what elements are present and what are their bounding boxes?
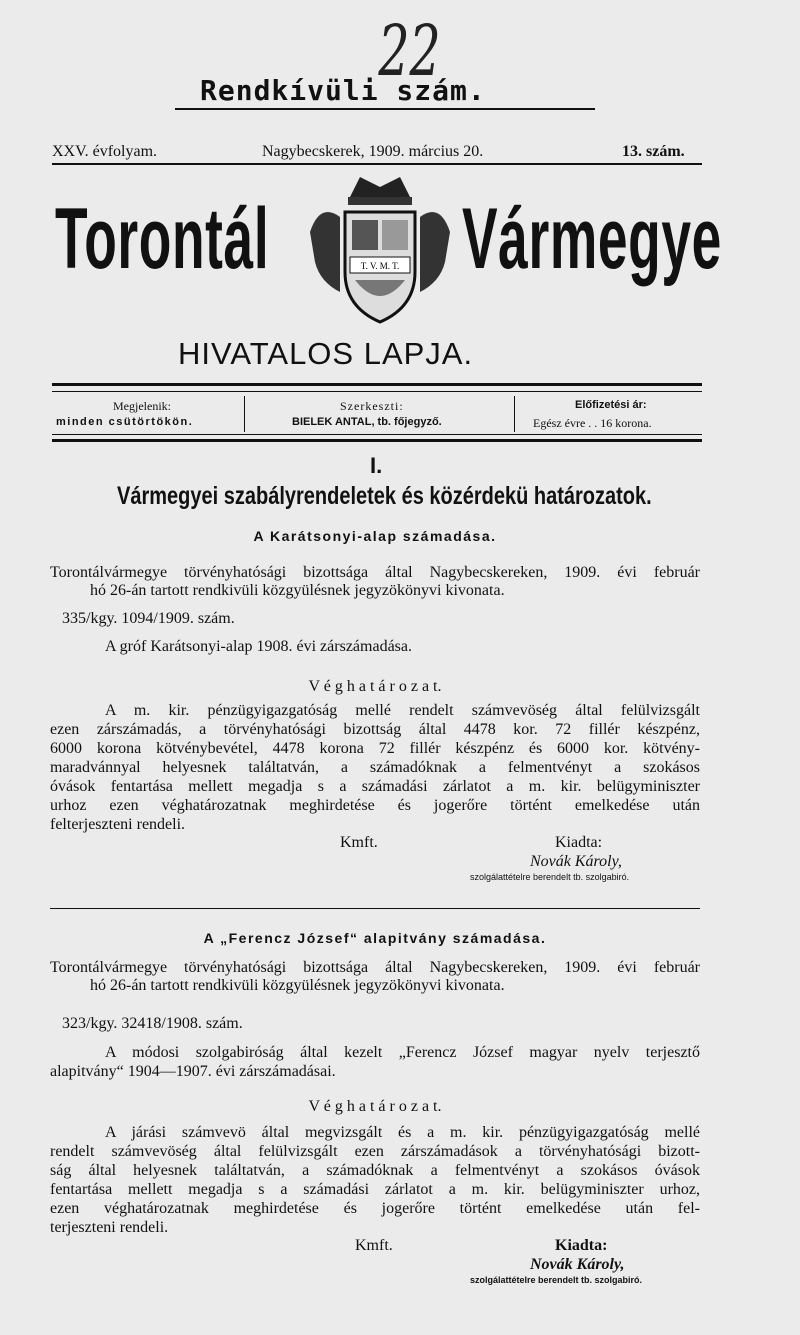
issued-by-label: Kiadta:: [555, 834, 603, 851]
body-line: fentartása mellett megadja s a számadási zárlatot a m. kir. belügyminiszter urhoz,: [50, 1181, 700, 1198]
intro-line: Torontálvármegye törvényhatósági bizottsága által Nagybecskereken, 1909. évi február: [50, 564, 700, 581]
article-divider: [50, 908, 700, 909]
intro-line: Torontálvármegye törvényhatósági bizottsága által Nagybecskereken, 1909. évi február: [50, 959, 700, 976]
section-title-text: Vármegyei szabályrendeletek és közérdekü határozatok.: [117, 482, 652, 510]
section-number: I.: [370, 453, 383, 478]
masthead-title-right: Vármegye: [462, 191, 722, 287]
masthead-subtitle: HIVATALOS LAPJA.: [178, 336, 474, 371]
body-line: A m. kir. pénzügyigazgatóság mellé rendelt számvevöség által felülvizsgált: [105, 702, 700, 719]
divider: [52, 434, 702, 435]
crest-text: T. V. M. T.: [360, 261, 400, 271]
reference-number: 335/kgy. 1094/1909. szám.: [62, 610, 235, 627]
price-label: Előfizetési ár:: [575, 399, 647, 411]
divider: [52, 439, 702, 442]
body-line: maradvánnyal helyesnek találtatván, a számadóknak a felmentvényt a szokásos: [50, 759, 700, 776]
subject-line: alapitvány“ 1904—1907. évi zárszámadásai.: [50, 1063, 336, 1080]
kmft-label: Kmft.: [355, 1237, 393, 1254]
price-value: Egész évre . . 16 korona.: [533, 416, 652, 430]
article-heading: A Karátsonyi-alap számadása.: [253, 528, 497, 544]
handwritten-number: 22: [378, 10, 441, 92]
signer-name: Novák Károly,: [530, 1256, 625, 1273]
intro-line: hó 26-án tartott rendkivüli közgyülésnek jegyzökönyvi kivonata.: [90, 977, 505, 994]
decision-title: V é g h a t á r o z a t.: [308, 1098, 442, 1115]
body-line: óvások fentartása mellett megadja s a számadási zárlatot a m. kir. belügyminiszter: [50, 778, 700, 795]
signer-role: szolgálattételre berendelt tb. szolgabiró.: [470, 872, 630, 882]
published-label: Megjelenik:: [113, 399, 171, 413]
body-line: felterjeszteni rendeli.: [50, 816, 186, 833]
divider: [52, 383, 702, 386]
divider: [175, 108, 595, 110]
divider: [52, 163, 702, 165]
column-divider: [514, 396, 515, 432]
section-title: [117, 482, 785, 511]
divider: [52, 391, 702, 392]
body-line: A járási számvevö által megvizsgált és a m. kir. pénzügyigazgatóság mellé: [105, 1124, 700, 1141]
body-line: 6000 korona kötvénybevétel, 4478 korona 72 fillér készpénz és 6000 kor. kötvény-: [50, 740, 700, 757]
body-line: ezen véghatározatnak meghirdetése és jogerőre történt emelkedése után fel-: [50, 1200, 700, 1217]
body-line: ezen zárszámadás, a törvényhatósági bizottság által 4478 kor. 72 fillér készpénz,: [50, 721, 700, 738]
body-line: terjeszteni rendeli.: [50, 1219, 169, 1236]
column-divider: [244, 396, 245, 432]
intro-line: hó 26-án tartott rendkivüli közgyülésnek jegyzökönyvi kivonata.: [90, 582, 505, 599]
special-issue-label: Rendkívüli szám.: [200, 74, 486, 107]
subject-line: A gróf Karátsonyi-alap 1908. évi zárszámadása.: [105, 638, 412, 655]
body-line: rendelt számvevöség által felülvizsgált ezen zárszámadások a törvényhatósági bizott-: [50, 1143, 700, 1160]
kmft-label: Kmft.: [340, 834, 378, 851]
issued-by-label: Kiadta:: [555, 1237, 608, 1254]
published-value: minden csütörtökön.: [56, 416, 194, 428]
volume: XXV. évfolyam.: [52, 143, 158, 160]
article-heading: A „Ferencz József“ alapitvány számadása.: [203, 930, 547, 946]
editor-value: BIELEK ANTAL, tb. főjegyző.: [292, 416, 442, 428]
decision-title: V é g h a t á r o z a t.: [308, 678, 442, 695]
signer-role: szolgálattételre berendelt tb. szolgabiró.: [470, 1275, 643, 1285]
signer-name: Novák Károly,: [530, 853, 622, 870]
body-line: urhoz ezen véghatározatnak meghirdetése és jogerőre történt emelkedése után: [50, 797, 700, 814]
editor-label: Szerkeszti:: [340, 399, 404, 413]
masthead-title-left: Torontál: [55, 191, 270, 287]
issue-number: 13. szám.: [622, 143, 685, 160]
subject-line: A módosi szolgabiróság által kezelt „Ferencz József magyar nyelv terjesztő: [105, 1044, 700, 1061]
body-line: ság által helyesnek találtatván, a számadóknak a felmentvényt a szokásos óvások: [50, 1162, 700, 1179]
coat-of-arms-icon: [300, 172, 460, 337]
reference-number: 323/kgy. 32418/1908. szám.: [62, 1015, 243, 1032]
place-date: Nagybecskerek, 1909. március 20.: [262, 143, 484, 160]
